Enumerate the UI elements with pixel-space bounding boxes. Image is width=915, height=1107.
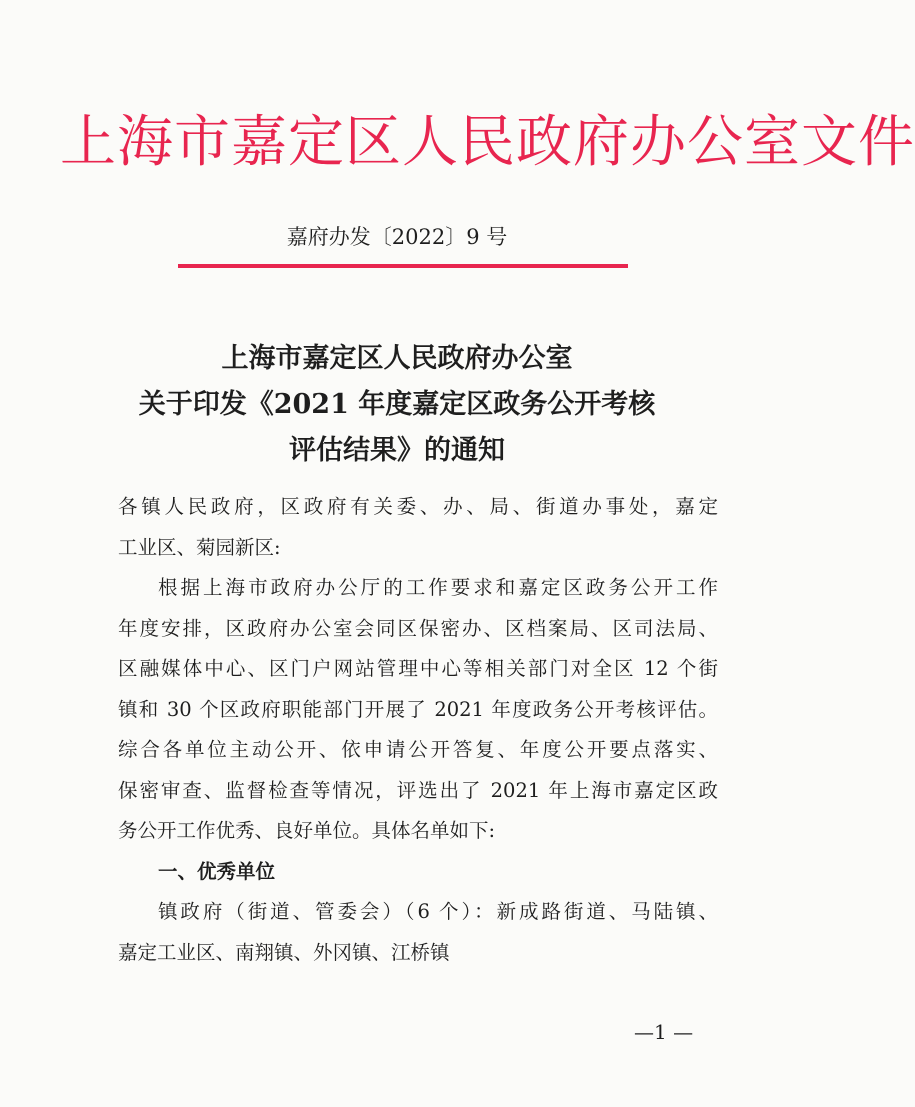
list-line: 镇政府（街道、管委会）（6 个）：新成路街道、马陆镇、	[158, 900, 718, 923]
notice-body	[118, 487, 718, 973]
addressee-line: 工业区、菊园新区:	[118, 535, 281, 559]
paragraph-line: 综合各单位主动公开、依申请公开答复、年度公开要点落实、	[118, 738, 718, 761]
title-line: 关于印发《2021 年度嘉定区政务公开考核	[138, 389, 656, 420]
title-line: 上海市嘉定区人民政府办公室	[221, 343, 573, 374]
page-number: —1 —	[634, 1020, 694, 1044]
paragraph-line: 务公开工作优秀、良好单位。具体名单如下:	[118, 819, 496, 842]
paragraph-line: 区融媒体中心、区门户网站管理中心等相关部门对全区 12 个街	[118, 657, 718, 680]
red-separator-line	[178, 264, 628, 268]
document-number: 嘉府办发〔2022〕9 号	[286, 225, 508, 249]
paragraph-line: 保密审查、监督检查等情况，评选出了 2021 年上海市嘉定区政	[118, 778, 718, 802]
paragraph-line: 镇和 30 个区政府职能部门开展了 2021 年度政务公开考核评估。	[118, 697, 718, 721]
list-line: 嘉定工业区、南翔镇、外冈镇、江桥镇	[118, 940, 450, 964]
masthead-title: 上海市嘉定区人民政府办公室文件	[60, 110, 915, 175]
title-line: 评估结果》的通知	[289, 435, 505, 466]
addressee-line: 各镇人民政府，区政府有关委、办、局、街道办事处，嘉定	[118, 495, 718, 518]
section-heading: 一、优秀单位	[158, 859, 276, 883]
paragraph-line: 年度安排，区政府办公室会同区保密办、区档案局、区司法局、	[118, 616, 718, 640]
notice-title	[60, 336, 734, 474]
paragraph-line: 根据上海市政府办公厅的工作要求和嘉定区政务公开工作	[158, 576, 718, 599]
